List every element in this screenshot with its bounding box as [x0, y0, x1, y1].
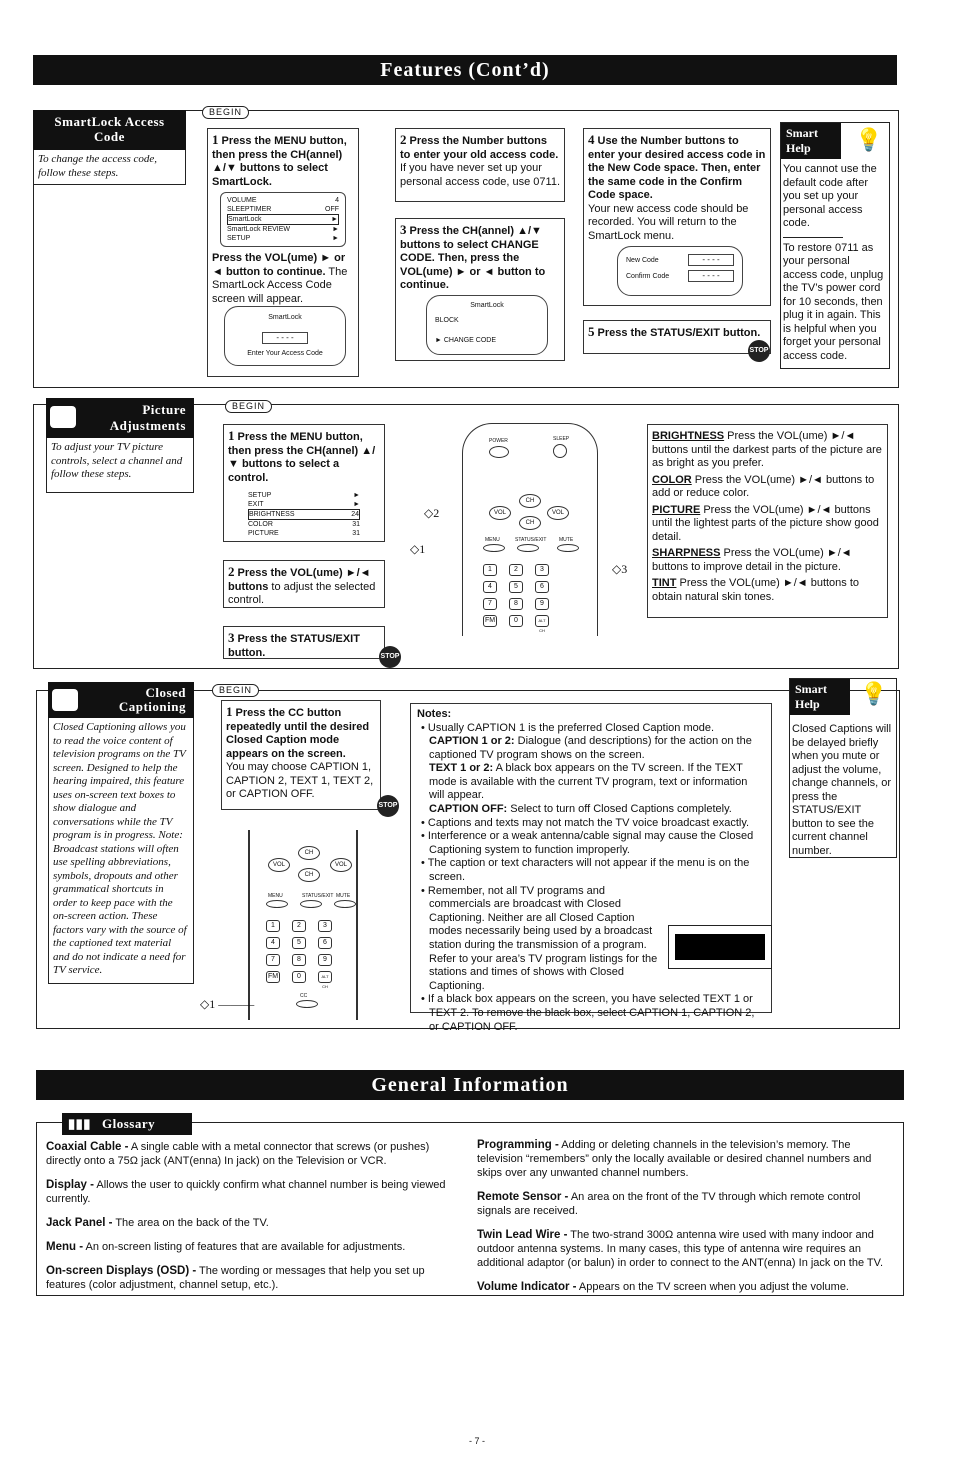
number-key: 5 — [509, 581, 523, 593]
menu-value: ► — [353, 492, 360, 499]
cc-button — [296, 1000, 318, 1008]
change-code-screen: SmartLock BLOCK ► CHANGE CODE — [426, 295, 548, 355]
glossary-entry — [46, 1216, 462, 1230]
menu-label: SETUP — [248, 492, 272, 499]
definition-text: Press the VOL(ume) ►/◄ buttons to add or reduce color. — [652, 473, 875, 499]
cc-intro: Closed Captioning allows you to read the voice content of television programs on the TV screen. Designed to help the hearing impaired, this feature uses on-screen text boxes to show dialogue and conversations while the TV program is in progress. Note: Broadcast stations will often use spelling abbreviations, symbols, dropouts and other grammatical shortcuts in order to keep pace with the on-screen action. These factors vary with the source of the captioned text material and do not indicate a need for TV service. — [48, 718, 194, 984]
step-number: 1 — [212, 132, 219, 147]
features-banner — [33, 55, 897, 85]
menu-row — [227, 214, 339, 225]
general-title: General Information — [371, 1074, 569, 1096]
glossary-header: ▮▮▮ Glossary — [62, 1113, 192, 1135]
note-text: • Usually CAPTION 1 is the preferred Closed Caption mode. — [421, 721, 715, 734]
menu-value: ► — [331, 216, 338, 223]
definition-item — [652, 474, 883, 501]
lightbulb-icon: 💡 — [860, 681, 888, 706]
menu-value: ► — [353, 501, 360, 508]
note-text: Select to turn off Closed Captions completely. — [507, 803, 732, 816]
glossary-entry — [477, 1190, 895, 1218]
menu-row — [227, 225, 339, 234]
number-key: 9 — [318, 954, 332, 966]
note-text: • If a black box appears on the screen, you have selected TEXT 1 or TEXT 2. To remove the black box, select CAPTION 1, CAPTION 2, or CAPTION OFF. — [421, 993, 755, 1033]
vol-up-button: VOL — [547, 506, 569, 520]
confirm-code-field: - - - - — [688, 270, 734, 282]
menu-row — [248, 529, 360, 538]
menu-label: VOLUME — [227, 197, 257, 204]
smartlock-step4: 4 Use the Number buttons to enter your desired access code in the New Code space. Then, enter the same code in the Confirm Code space. Your new access code should be recorded. You will return to the SmartLock menu. — [583, 128, 771, 306]
definition-item — [652, 577, 883, 604]
smartlock-intro: To change the access code, follow these steps. — [33, 150, 186, 185]
ch-up-button: CH — [298, 846, 320, 860]
glossary-term: Menu - — [46, 1241, 84, 1253]
definition-text: Press the VOL(ume) ►/◄ buttons until the lightest parts of the picture show good detail. — [652, 503, 879, 543]
note-text: • Remember, not all TV programs and commercials are broadcast with Closed Captioning. Neither are all Closed Caption modes necessarily being used by a broadcast station during the transmission of a program. Refer to your area’s TV program listings for the stations and times of shows with Closed Captioning. — [421, 884, 658, 992]
glossary-text: The two-strand 300Ω antenna wire used with many indoor and outdoor antenna systems. In many cases, this type of antenna wire requires an additional adaptor (or balun) in order to connect to the ANT(enna) In jack on the TV. — [477, 1229, 884, 1269]
note-item — [417, 817, 765, 831]
menu-row — [227, 196, 339, 205]
number-key: 3 — [318, 920, 332, 932]
smart-help-title: Smart Help — [790, 679, 850, 715]
definition-item — [652, 504, 883, 545]
glossary-entry — [46, 1140, 462, 1168]
definition-item — [652, 547, 883, 574]
picture-begin-label: BEGIN — [225, 400, 272, 413]
menu-value: ► — [332, 226, 339, 233]
definition-term: TINT — [652, 577, 677, 589]
cc-notes: Notes: • Usually CAPTION 1 is the preferred Closed Caption mode. CAPTION 1 or 2: Dialogue (and descriptions) for the action on the captioned TV program shows on the screen. TEXT 1 or 2: A black box appears on the TV screen. If the TEXT mode is available with the current TV program, text or information will appear. CAPTION OFF: Select to turn off Closed Captions completely. • Captions and texts may not match the TV voice broadcast exactly. • Interference or a weak antenna/cable signal may cause the Closed Captioning system to function improperly. • The caption or text characters will not appear if the menu is on the screen. • Remember, not all TV programs and commercials are broadcast with Closed Captioning. Neither are all Closed Caption modes necessarily being used by a broadcast station during the transmission of a program. Refer to your area’s TV program listings for the stations and times of shows with Closed Captioning. • If a black box appears on the screen, you have selected TEXT 1 or TEXT 2. To remove the black box, select CAPTION 1, CAPTION 2, or CAPTION OFF. — [410, 703, 772, 1013]
glossary-left — [46, 1140, 462, 1302]
note-item — [417, 993, 765, 1034]
step-number: 1 — [228, 428, 235, 443]
smartlock-header: SmartLock Access Code — [33, 110, 186, 150]
picture-menu — [248, 491, 360, 538]
remote-control-picture: POWER SLEEP CH VOL VOL CH MENU STATUS/EXIT MUTE 1 2 3 4 5 6 7 8 9 FM 0 ALT CH — [462, 423, 598, 636]
smartlock-step5: 5 Press the STATUS/EXIT button. — [583, 320, 771, 354]
note-text: • Interference or a weak antenna/cable signal may cause the Closed Captioning system to function improperly. — [421, 830, 754, 856]
glossary-entry — [477, 1280, 895, 1294]
smartlock-step2: 2 Press the Number buttons to enter your old access code. If you have never set up your personal access code, use 0711. — [395, 128, 565, 202]
number-key: 9 — [535, 598, 549, 610]
general-banner — [36, 1070, 904, 1100]
smartlock-smart-help: Smart Help 💡 You cannot use the default code after you set up your personal access code. To restore 0711 as your personal access code, unplug the TV’s power cord for 10 seconds, then plug it in again. This is helpful when you forget your personal access code. — [780, 122, 890, 369]
new-code-field: - - - - — [688, 254, 734, 266]
step-number: 1 — [226, 704, 233, 719]
note-term: CAPTION 1 or 2: — [429, 735, 515, 748]
cc-step1: 1 Press the CC button repeatedly until the desired Closed Caption mode appears on the screen. You may choose CAPTION 1, CAPTION 2, TEXT 1, TEXT 2, or CAPTION OFF. — [221, 700, 381, 810]
menu-button — [266, 900, 288, 908]
status-exit-button — [300, 900, 322, 908]
menu-row — [227, 205, 339, 214]
picture-definitions — [647, 424, 888, 618]
definition-term: BRIGHTNESS — [652, 430, 725, 442]
menu-value: ► — [332, 235, 339, 242]
picture-header: Picture Adjustments — [46, 398, 194, 438]
sleep-button — [553, 444, 567, 458]
glossary-term: On-screen Displays (OSD) - — [46, 1265, 197, 1277]
picture-intro: To adjust your TV picture controls, select a channel and follow these steps. — [46, 438, 194, 493]
lightbulb-icon: 💡 — [855, 127, 883, 152]
cc-begin-label: BEGIN — [212, 684, 259, 697]
number-key: 6 — [535, 581, 549, 593]
menu-value: 24 — [351, 511, 359, 518]
note-text: Dialogue (and descriptions) for the action on the captioned TV program shows on the screen. — [429, 735, 752, 761]
menu-label: EXIT — [248, 501, 264, 508]
vol-down-button: VOL — [489, 506, 511, 520]
step-number: 3 — [228, 630, 235, 645]
new-code-screen: New Code - - - - Confirm Code - - - - — [617, 246, 743, 296]
callout-3: ◇3 — [612, 562, 628, 576]
cc-tv-icon — [52, 689, 78, 711]
menu-label: SmartLock — [228, 216, 262, 223]
step-number: 5 — [588, 324, 595, 339]
definition-text: Press the VOL(ume) ►/◄ buttons to obtain natural skin tones. — [652, 577, 860, 603]
mute-button — [557, 544, 579, 552]
callout-2: ◇2 — [424, 506, 440, 520]
picture-step1: 1 Press the MENU button, then press the CH(annel) ▲/▼ buttons to select a control. SETUP ► EXIT ► BRIGHTNESS 24 COLOR 31 PICTURE 31 — [223, 424, 385, 542]
mute-button — [334, 900, 356, 908]
glossary-term: Volume Indicator - — [477, 1281, 577, 1293]
smartlock-begin-label: BEGIN — [202, 106, 249, 119]
number-key: 1 — [483, 564, 497, 576]
smartlock-step1: 1 Press the MENU button, then press the CH(annel) ▲/▼ buttons to select SmartLock. VOLUME 4 SLEEPTIMER OFF SmartLock ► SmartLock REVIEW ► SETUP ► Press the VOL(ume) ► or ◄ button to continue. The SmartLock Access Code screen will appear. — [207, 128, 359, 377]
ch-down-button: CH — [519, 516, 541, 530]
note-item — [417, 803, 765, 817]
glossary-text: Appears on the TV screen when you adjust the volume. — [576, 1281, 849, 1293]
number-key: 0 — [509, 615, 523, 627]
power-button — [489, 446, 509, 458]
menu-row — [227, 234, 339, 243]
status-exit-button — [517, 544, 539, 552]
glossary-text: The area on the back of the TV. — [112, 1217, 269, 1229]
number-key: 8 — [509, 598, 523, 610]
page-number: - 7 - — [468, 1436, 485, 1446]
menu-row — [248, 509, 360, 520]
number-key: 7 — [266, 954, 280, 966]
menu-label: SETUP — [227, 235, 251, 242]
number-key: ALT CH — [535, 615, 549, 627]
number-key: FM — [266, 971, 280, 983]
menu-row — [248, 520, 360, 529]
glossary-term: Jack Panel - — [46, 1217, 113, 1229]
glossary-term: Programming - — [477, 1139, 559, 1151]
number-key: 4 — [483, 581, 497, 593]
menu-value: 4 — [335, 197, 339, 204]
number-key: 0 — [292, 971, 306, 983]
glossary-term: Coaxial Cable - — [46, 1141, 129, 1153]
note-item — [417, 830, 765, 857]
smartlock-access-screen: SmartLock - - - - Enter Your Access Code — [224, 306, 346, 366]
definition-text: Press the VOL(ume) ►/◄ buttons until the darkest parts of the picture are as bright as you prefer. — [652, 430, 882, 469]
glossary-text: An area on the front of the TV through which remote control signals are received. — [477, 1191, 861, 1217]
stop-icon: STOP — [748, 340, 770, 362]
smart-help-title: Smart Help — [781, 123, 841, 159]
note-item — [417, 735, 765, 762]
note-term: TEXT 1 or 2: — [429, 762, 494, 775]
definition-text: Press the VOL(ume) ►/◄ buttons to improve detail in the picture. — [652, 547, 852, 573]
step-number: 4 — [588, 132, 595, 147]
glossary-entry — [46, 1178, 462, 1206]
number-key: 7 — [483, 598, 497, 610]
glossary-entry — [477, 1138, 895, 1180]
menu-label: BRIGHTNESS — [249, 511, 295, 518]
picture-step3: 3 Press the STATUS/EXIT button. — [223, 626, 385, 659]
note-text: A black box appears on the TV screen. If the TEXT mode is available with the current TV program, text or information will appear. — [429, 762, 748, 802]
number-key: 4 — [266, 937, 280, 949]
note-text: • The caption or text characters will not appear if the menu is on the screen. — [421, 857, 750, 884]
menu-label: COLOR — [248, 521, 273, 528]
features-title: Features (Cont’d) — [380, 59, 550, 81]
note-item — [417, 722, 765, 736]
note-text: • Captions and texts may not match the TV voice broadcast exactly. — [421, 816, 750, 829]
number-key: 3 — [535, 564, 549, 576]
picture-step2: 2 Press the VOL(ume) ►/◄ buttons to adjust the selected control. — [223, 560, 385, 608]
smartlock-step3: 3 Press the CH(annel) ▲/▼ buttons to select CHANGE CODE. Then, press the VOL(ume) ► or ◄ button to continue. — [395, 218, 565, 361]
glossary-term: Display - — [46, 1179, 94, 1191]
cc-header: Closed Captioning — [48, 682, 194, 718]
menu-value: OFF — [325, 206, 339, 213]
number-key: 2 — [509, 564, 523, 576]
number-key: 1 — [266, 920, 280, 932]
book-icon: ▮▮▮ — [68, 1116, 91, 1131]
vol-up-button: VOL — [330, 858, 352, 872]
black-box-illustration — [668, 925, 772, 969]
glossary-entry — [46, 1240, 462, 1254]
note-item — [417, 857, 765, 884]
step-number: 3 — [400, 222, 407, 237]
glossary-text: Adding or deleting channels in the television’s memory. The television “remembers” only the locally available or desired channel numbers and skips over any unwanted channel numbers. — [477, 1139, 872, 1179]
number-key: 5 — [292, 937, 306, 949]
remote-control-cc: CH VOL VOL CH MENU STATUS/EXIT MUTE 1 2 3 4 5 6 7 8 9 FM 0 ALT CH CC — [248, 830, 358, 1020]
callout-1: ◇1 ——— — [200, 997, 255, 1011]
stop-icon: STOP — [377, 795, 399, 817]
glossary-term: Remote Sensor - — [477, 1191, 569, 1203]
definition-item — [652, 430, 883, 471]
definition-term: SHARPNESS — [652, 547, 721, 559]
code-entry-box: - - - - — [262, 332, 308, 344]
definition-term: COLOR — [652, 473, 692, 486]
menu-label: SmartLock REVIEW — [227, 226, 291, 233]
menu-row — [248, 491, 360, 500]
glossary-entry — [477, 1228, 895, 1270]
cc-smart-help: Smart Help 💡 Closed Captions will be delayed briefly when you mute or adjust the volume, change channels, or press the STATUS/EXIT button to see the current channel number. — [789, 678, 897, 858]
stop-icon: STOP — [379, 646, 401, 668]
definition-term: PICTURE — [652, 503, 701, 516]
glossary-text: Allows the user to quickly confirm what channel number is being viewed currently. — [46, 1179, 446, 1205]
callout-1: ◇1 — [410, 542, 426, 556]
note-item — [417, 762, 765, 803]
menu-value: 31 — [352, 530, 360, 537]
number-key: FM — [483, 615, 497, 627]
tv-icon — [50, 406, 76, 428]
glossary-text: A single cable with a metal connector that screws (or pushes) directly onto a 75Ω jack (ANT(enna) In jack) on the Television or VCR. — [46, 1141, 430, 1167]
menu-button — [483, 544, 505, 552]
note-term: CAPTION OFF: — [429, 803, 508, 816]
menu-label: PICTURE — [248, 530, 279, 537]
glossary-text: An on-screen listing of features that are available for adjustments. — [83, 1241, 406, 1253]
menu-value: 31 — [352, 521, 360, 528]
glossary-text: The wording or messages that help you set up features (color adjustment, channel setup, etc.). — [46, 1265, 425, 1291]
glossary-right — [477, 1138, 895, 1304]
glossary-entry — [46, 1264, 462, 1292]
menu-label: SLEEPTIMER — [227, 206, 272, 213]
step-number: 2 — [228, 564, 235, 579]
number-key: 2 — [292, 920, 306, 932]
ch-down-button: CH — [298, 868, 320, 882]
step-number: 2 — [400, 132, 407, 147]
glossary-term: Twin Lead Wire - — [477, 1229, 568, 1241]
ch-up-button: CH — [519, 494, 541, 508]
number-key: 8 — [292, 954, 306, 966]
smartlock-menu — [220, 192, 346, 247]
number-key: ALT CH — [318, 971, 332, 983]
menu-row — [248, 500, 360, 509]
number-key: 6 — [318, 937, 332, 949]
vol-down-button: VOL — [268, 858, 290, 872]
